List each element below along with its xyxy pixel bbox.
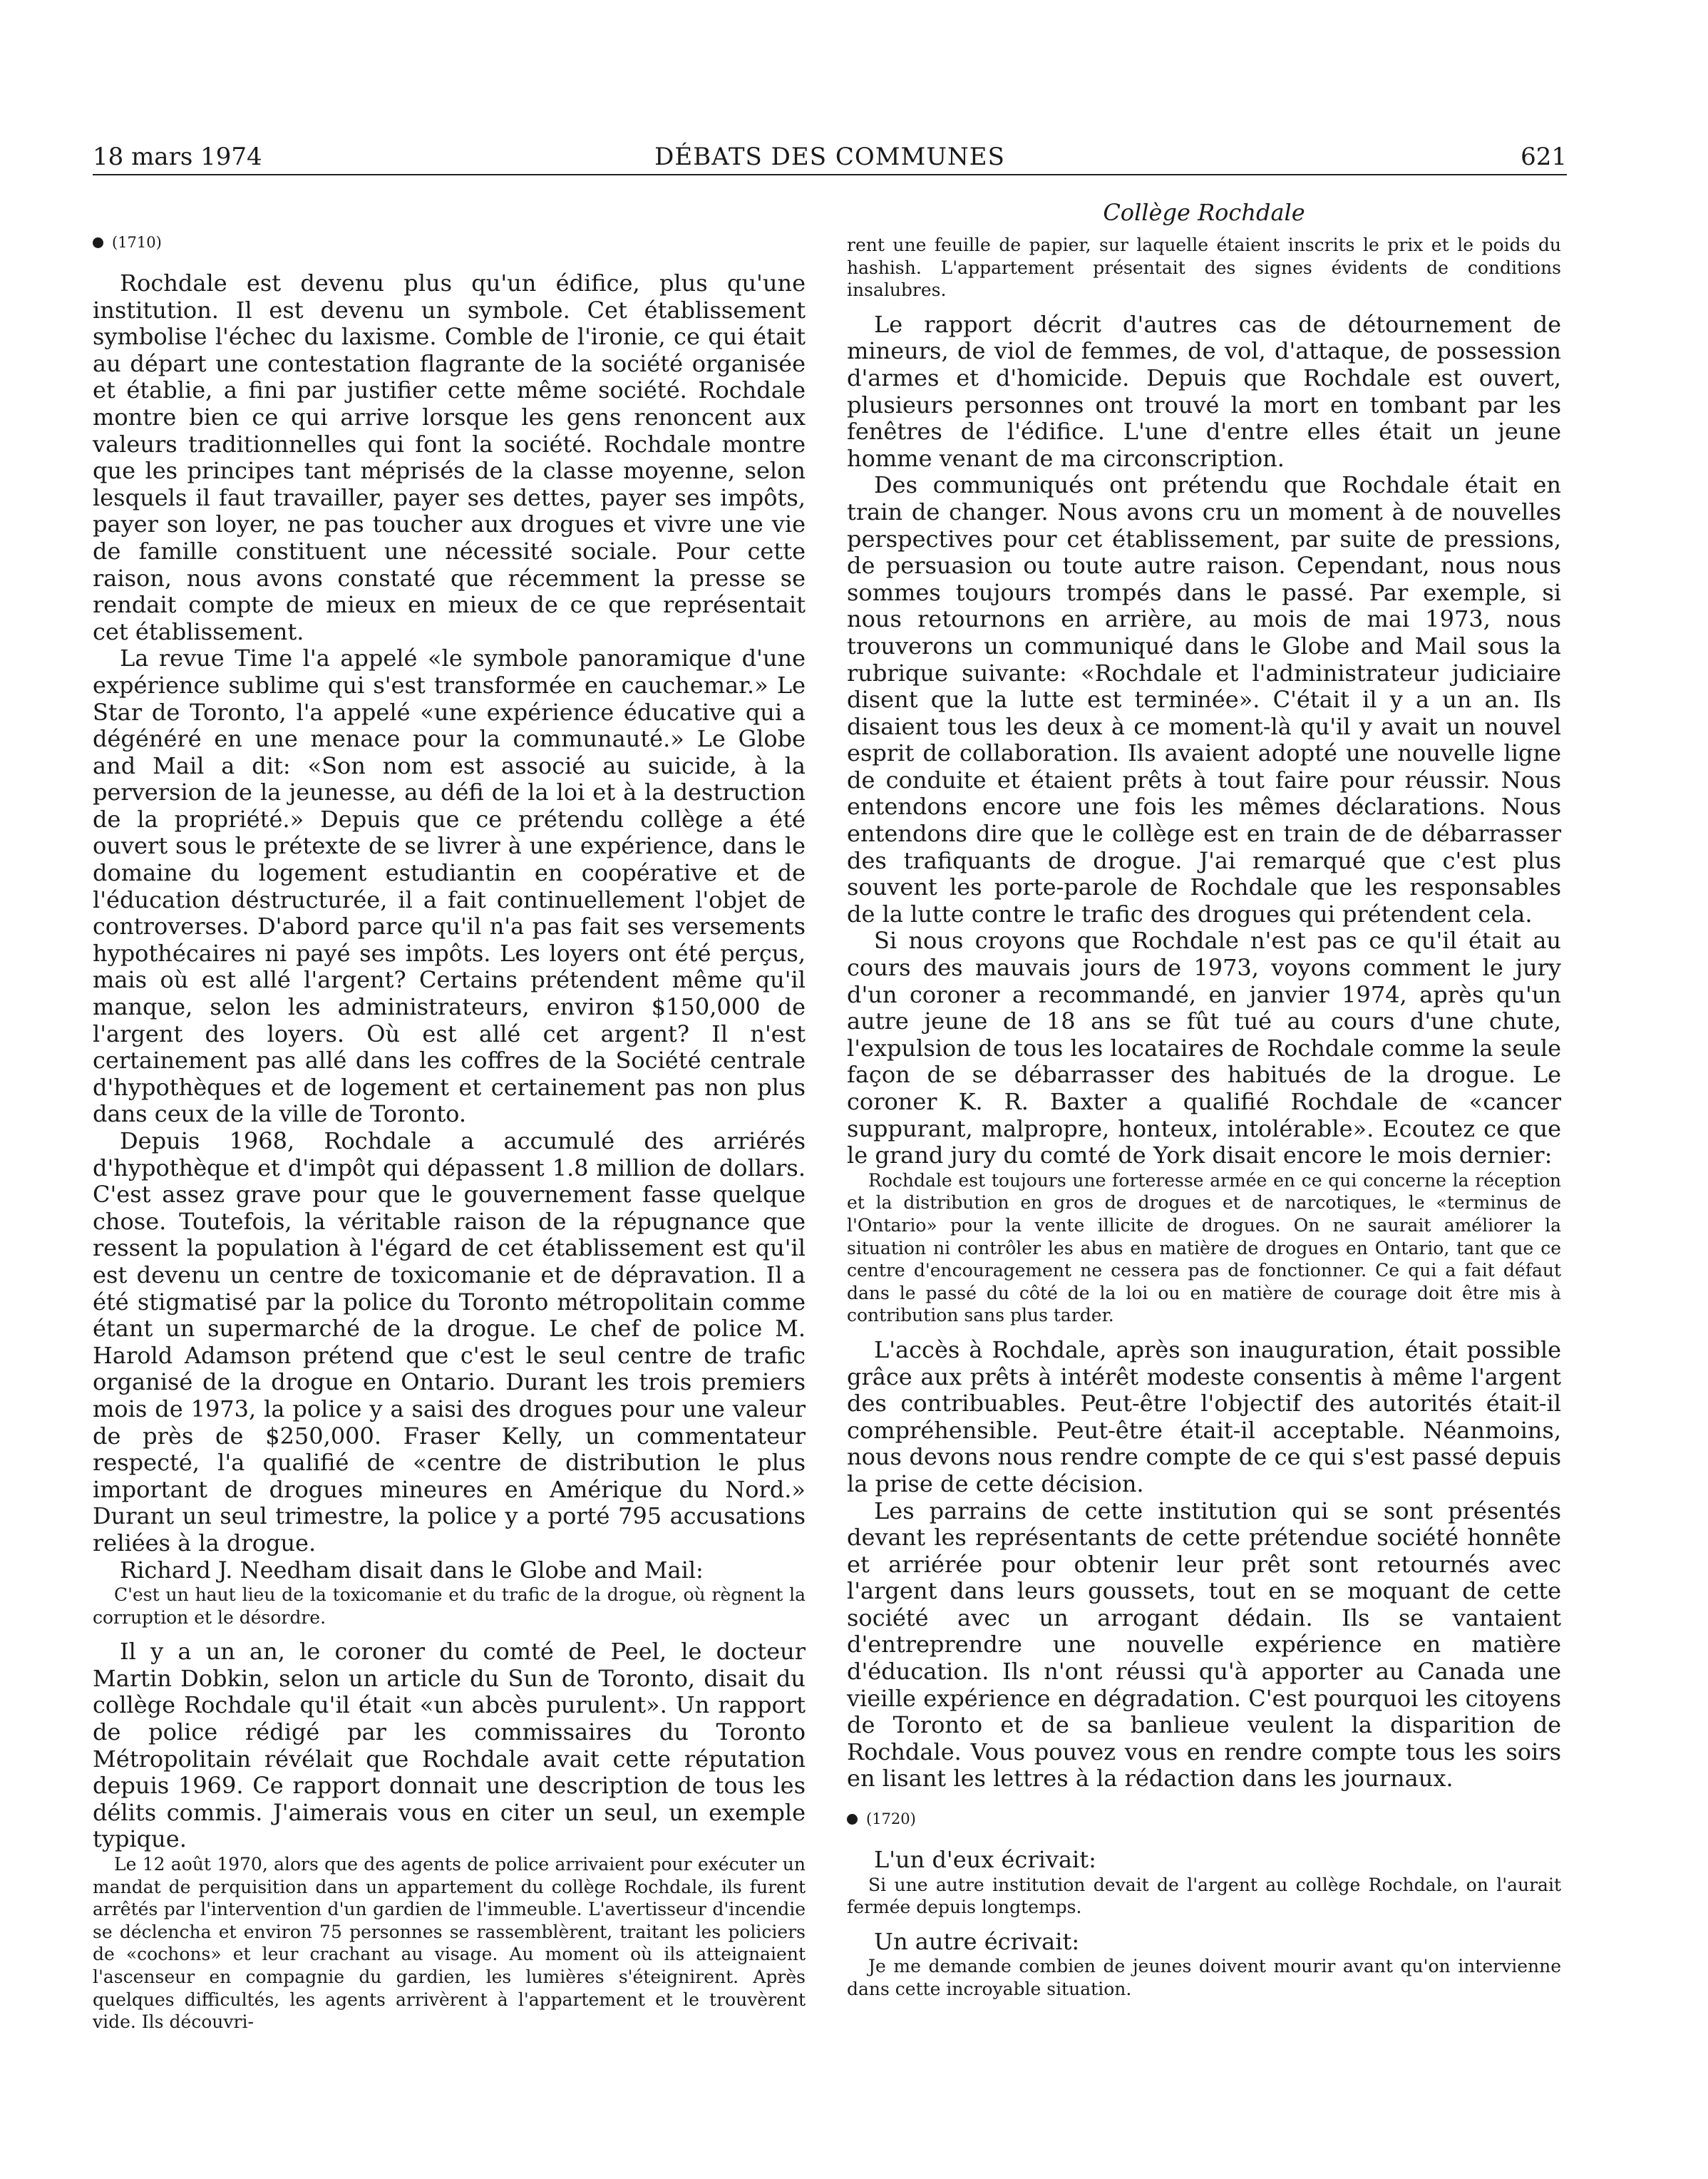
time-marker xyxy=(847,1808,1561,1830)
paragraph: Le rapport décrit d'autres cas de détournement de mineurs, de viol de femmes, de vol, d'attaque, de possession d'armes et d'homicide. Depuis que Rochdale est ouvert, plusieurs personnes ont trouvé la mort en tombant par les fenêtres de l'édifice. L'une d'entre elles était un jeune homme venant de ma circonscription. xyxy=(847,310,1561,472)
paragraph: Les parrains de cette institution qui se sont présentés devant les représentants de cette prétendue société honnête et arriérée pour obtenir leur prêt sont retournés avec l'argent dans leurs goussets, tout en se moquant de cette société avec un arrogant dédain. Ils se vantaient d'entreprendre une nouvelle expérience en matière d'éducation. Ils n'ont réussi qu'à apporter au Canada une vieille expérience en dégradation. C'est pourquoi les citoyens de Toronto et de sa banlieue veulent la disparition de Rochdale. Vous pouvez vous en rendre compte tous les soirs en lisant les lettres à la rédaction dans les journaux. xyxy=(847,1497,1561,1793)
paragraph: La revue Time l'a appelé «le symbole panoramique d'une expérience sublime qui s'est transformée en cauchemar.» Le Star de Toronto, l'a appelé «une expérience éducative qui a dégénéré en une menace pour la communauté.» Le Globe and Mail a dit: «Son nom est associé au suicide, à la perversion de la jeunesse, au défi de la loi et à la destruction de la propriété.» Depuis que ce prétendu collège a été ouvert sous le prétexte de se livrer à une expérience, dans le domaine du logement estudiantin en coopérative et de l'éducation déstructurée, il a fait continuellement l'objet de controverses. D'abord parce qu'il n'a pas fait ses versements hypothécaires ni payé ses impôts. Les loyers ont été perçus, mais où est allé l'argent? Certains prétendent même qu'il manque, selon les administrateurs, environ $150,000 de l'argent des loyers. Où est allé cet argent? Il n'est certainement pas allé dans les coffres de la Société centrale d'hypothèques et de logement et certainement pas non plus dans ceux de la ville de Toronto. xyxy=(93,645,806,1128)
running-head: Collège Rochdale xyxy=(1103,199,1305,226)
time-marker-label: (1710) xyxy=(112,234,162,251)
header-date: 18 mars 1974 xyxy=(93,143,262,171)
paragraph: Rochdale est devenu plus qu'un édifice, plus qu'une institution. Il est devenu un symbole. Cet établissement symbolise l'échec du laxisme. Comble de l'ironie, ce qui était au départ une contestation flagrante de la société organisée et établie, a fini par justifier cette même société. Rochdale montre bien ce qui arrive lorsque les gens renoncent aux valeurs traditionnelles qui font la société. Rochdale montre que les principes tant méprisés de la classe moyenne, selon lesquels il faut travailler, payer ses dettes, payer ses impôts, payer son loyer, ne pas toucher aux drogues et vivre une vie de famille constituent une nécessité sociale. Pour cette raison, nous avons constaté que récemment la presse se rendait compte de mieux en mieux de ce que représentait cet établissement. xyxy=(93,270,806,645)
header-title: DÉBATS DES COMMUNES xyxy=(654,143,1005,171)
paragraph: L'accès à Rochdale, après son inauguration, était possible grâce aux prêts à intérêt modeste consentis à même l'argent des contribuables. Peut-être l'objectif des autorités était-il compréhensible. Peut-être était-il acceptable. Néanmoins, nous devons nous rendre compte de ce qui s'est passé depuis la prise de cette décision. xyxy=(847,1335,1561,1497)
block-quote: Rochdale est toujours une forteresse armée en ce qui concerne la réception et la distribution en gros de drogues et de narcotiques, le «terminus de l'Ontario» pour la vente illicite de drogues. On ne saurait améliorer la situation ni contrôler les abus en matière de drogues en Ontario, tant que ce centre d'encouragement ne cessera pas de fonctionner. Ce qui a fait défaut dans le passé du côté de la loi ou en matière de courage doit être mis à contribution sans plus tarder. xyxy=(847,1169,1561,1326)
block-quote: Le 12 août 1970, alors que des agents de police arrivaient pour exécuter un mandat de perquisition dans un appartement du collège Rochdale, ils furent arrêtés par l'intervention d'un gardien de l'immeuble. L'avertisseur d'incendie se déclencha et environ 75 personnes se rassemblèrent, traitant les policiers de «cochons» et leur crachant au visage. Au moment où ils atteignaient l'ascenseur en compagnie du gardien, les lumières s'éteignirent. Après quelques difficultés, les agents arrivèrent à l'appartement et le trouvèrent vide. Ils découvri- xyxy=(93,1854,806,2033)
paragraph: Si nous croyons que Rochdale n'est pas ce qu'il était au cours des mauvais jours de 1973, voyons comment le jury d'un coroner a recommandé, en janvier 1974, après qu'un autre jeune de 18 ans se fût tué au cours d'une chute, l'expulsion de tous les locataires de Rochdale comme la seule façon de se débarrasser des habitués de la drogue. Le coroner K. R. Baxter a qualifié Rochdale de «cancer suppurant, malpropre, honteux, intolérable». Ecoutez ce que le grand jury du comté de York disait encore le mois dernier: xyxy=(847,927,1561,1169)
page-header xyxy=(93,140,1567,175)
paragraph: Des communiqués ont prétendu que Rochdale était en train de changer. Nous avons cru un moment à de nouvelles perspectives pour cet établissement, par suite de pressions, de persuasion ou toute autre raison. Cependant, nous nous sommes toujours trompés dans le passé. Par exemple, si nous retournons en arrière, au mois de mai 1973, nous trouverons un communiqué dans le Globe and Mail sous la rubrique suivante: «Rochdale et l'administrateur judiciaire disent que la lutte est terminée». C'était il y a un an. Ils disaient tous les deux à ce moment-là qu'il y avait un nouvel esprit de collaboration. Ils avaient adopté une nouvelle ligne de conduite et étaient prêts à tout faire pour réussir. Nous entendons encore une fois les mêmes déclarations. Nous entendons dire que le collège est en train de de débarrasser des trafiquants de drogue. J'ai remarqué que c'est plus souvent les porte-parole de Rochdale que les responsables de la lutte contre le trafic des drogues qui prétendent cela. xyxy=(847,471,1561,928)
time-marker-label: (1720) xyxy=(866,1810,916,1828)
bullet-icon xyxy=(847,1814,858,1825)
header-page-number: 621 xyxy=(1521,143,1567,171)
paragraph: L'un d'eux écrivait: xyxy=(874,1846,1096,1874)
paragraph: Depuis 1968, Rochdale a accumulé des arriérés d'hypothèque et d'impôt qui dépassent 1.8 million de dollars. C'est assez grave pour que le gouvernement fasse quelque chose. Toutefois, la véritable raison de la répugnance que ressent la population à l'égard de cet établissement est qu'il est devenu un centre de toxicomanie et de dépravation. Il a été stigmatisé par la police du Toronto métropolitain comme étant un supermarché de la drogue. Le chef de police M. Harold Adamson prétend que c'est le seul centre de trafic organisé de la drogue en Ontario. Durant les trois premiers mois de 1973, la police y a saisi des drogues pour une valeur de près de $250,000. Fraser Kelly, un commentateur respecté, l'a qualifié de «centre de distribution le plus important de drogues mineures en Amérique du Nord.» Durant un seul trimestre, la police y a porté 795 accusations reliées à la drogue. xyxy=(93,1127,806,1557)
block-quote: Je me demande combien de jeunes doivent mourir avant qu'on intervienne dans cette incroyable situation. xyxy=(847,1956,1561,1999)
block-quote: C'est un haut lieu de la toxicomanie et du trafic de la drogue, où règnent la corruption et le désordre. xyxy=(93,1584,806,1628)
right-column xyxy=(847,200,1561,2001)
block-quote: Si une autre institution devait de l'argent au collège Rochdale, on l'aurait fermée depuis longtemps. xyxy=(847,1874,1561,1918)
time-marker xyxy=(93,232,806,253)
block-quote-continued: rent une feuille de papier, sur laquelle étaient inscrits le prix et le poids du hashish. L'appartement présentait des signes évidents de conditions insalubres. xyxy=(847,235,1561,301)
paragraph: Richard J. Needham disait dans le Globe and Mail: xyxy=(120,1556,704,1584)
bullet-icon xyxy=(93,237,103,248)
paragraph: Il y a un an, le coroner du comté de Peel, le docteur Martin Dobkin, selon un article du Sun de Toronto, disait du collège Rochdale qu'il était «un abcès purulent». Un rapport de police rédigé par les commissaires du Toronto Métropolitain révélait que Rochdale avait cette réputation depuis 1969. Ce rapport donnait une description de tous les délits commis. J'aimerais vous en citer un seul, un exemple typique. xyxy=(93,1638,806,1853)
paragraph: Un autre écrivait: xyxy=(874,1927,1080,1955)
left-column xyxy=(93,232,806,2034)
